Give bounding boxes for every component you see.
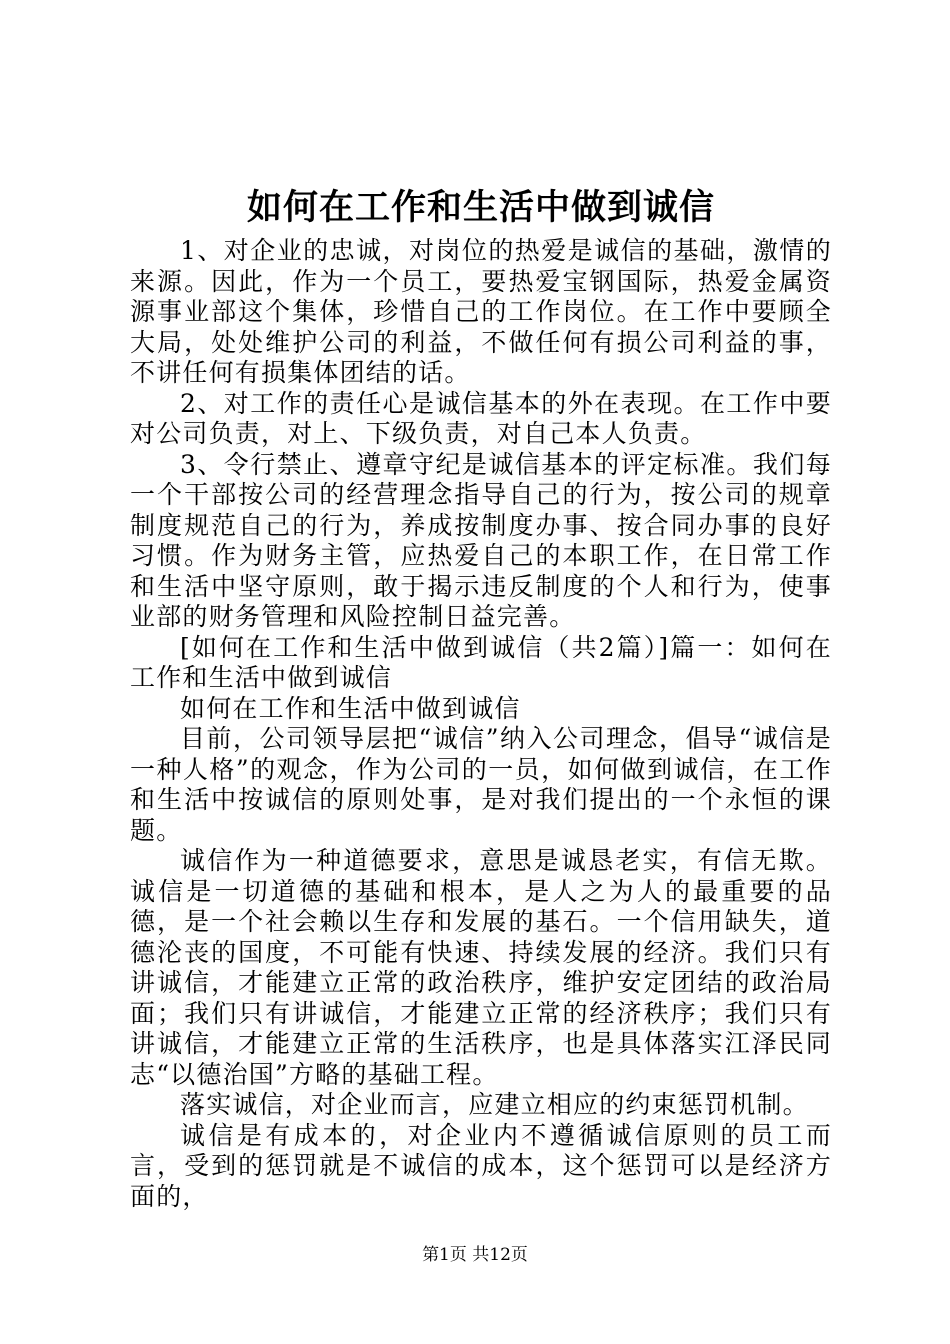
paragraph-1: 1、对企业的忠诚，对岗位的热爱是诚信的基础，激情的来源。因此，作为一个员工，要热爱宝钢国际，热爱金属资源事业部这个集体，珍惜自己的工作岗位。在工作中要顾全大局，处处维护公司的利益，不做任何有损公司利益的事，不讲任何有损集体团结的话。 xyxy=(130,236,832,387)
page-footer: 第1页 共12页 xyxy=(422,1245,528,1265)
document-title: 如何在工作和生活中做到诚信 xyxy=(246,187,715,228)
paragraph-8: 落实诚信，对企业而言，应建立相应的约束惩罚机制。 xyxy=(180,1090,809,1119)
paragraph-2: 2、对工作的责任心是诚信基本的外在表现。在工作中要对公司负责，对上、下级负责，对自己本人负责。 xyxy=(130,388,832,448)
paragraph-3: 3、令行禁止、遵章守纪是诚信基本的评定标准。我们每一个干部按公司的经营理念指导自己的行为，按公司的规章制度规范自己的行为，养成按制度办事、按合同办事的良好习惯。作为财务主管，应热爱自己的本职工作，在日常工作和生活中坚守原则，敢于揭示违反制度的个人和行为，使事业部的财务管理和风险控制日益完善。 xyxy=(130,449,832,631)
paragraph-9: 诚信是有成本的，对企业内不遵循诚信原则的员工而言，受到的惩罚就是不诚信的成本，这个惩罚可以是经济方面的， xyxy=(130,1120,832,1211)
paragraph-4: [如何在工作和生活中做到诚信（共2篇）]篇一：如何在工作和生活中做到诚信 xyxy=(130,632,832,692)
paragraph-7: 诚信作为一种道德要求，意思是诚恳老实，有信无欺。诚信是一切道德的基础和根本，是人之为人的最重要的品德，是一个社会赖以生存和发展的基石。一个信用缺失，道德沦丧的国度，不可能有快速、持续发展的经济。我们只有讲诚信，才能建立正常的政治秩序，维护安定团结的政治局面；我们只有讲诚信，才能建立正常的经济秩序；我们只有讲诚信，才能建立正常的生活秩序，也是具体落实江泽民同志“以德治国”方略的基础工程。 xyxy=(130,846,832,1089)
paragraph-5: 如何在工作和生活中做到诚信 xyxy=(180,693,521,723)
document-body xyxy=(130,182,832,1212)
paragraph-6: 目前，公司领导层把“诚信”纳入公司理念，倡导“诚信是一种人格”的观念，作为公司的一员，如何做到诚信，在工作和生活中按诚信的原则处事，是对我们提出的一个永恒的课题。 xyxy=(130,724,832,845)
